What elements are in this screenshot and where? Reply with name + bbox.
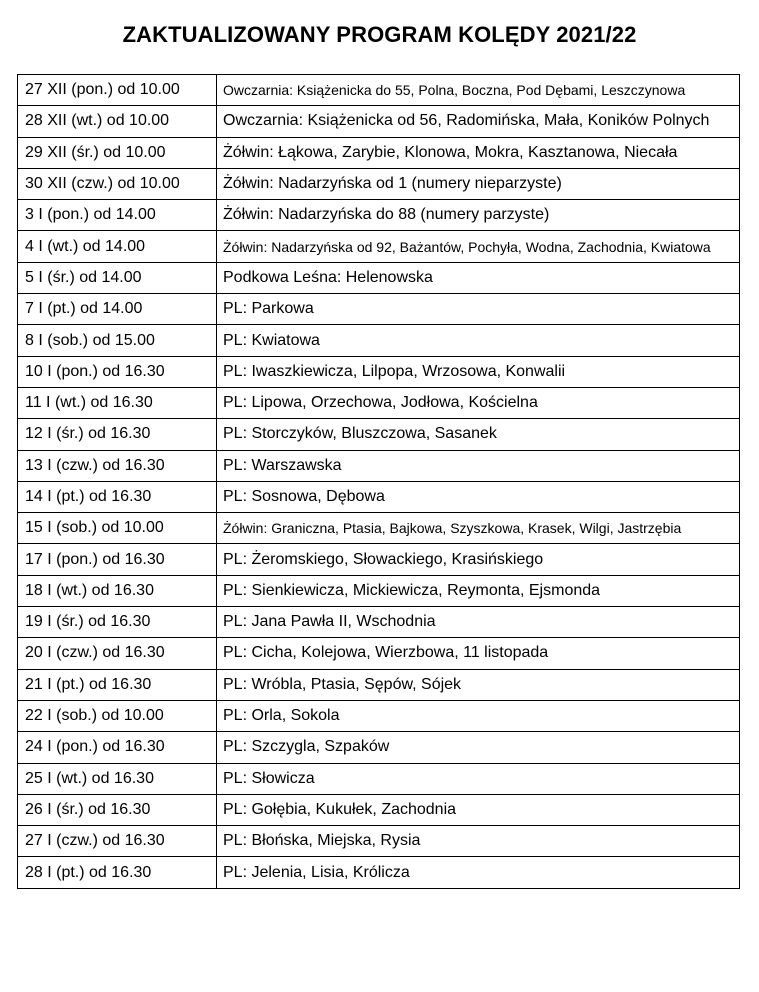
- location-cell: PL: Lipowa, Orzechowa, Jodłowa, Kościelna: [217, 387, 740, 418]
- table-row: [18, 419, 740, 450]
- location-cell: Żółwin: Nadarzyńska od 92, Bażantów, Pochyła, Wodna, Zachodnia, Kwiatowa: [217, 231, 740, 262]
- location-cell: PL: Sienkiewicza, Mickiewicza, Reymonta, Ejsmonda: [217, 575, 740, 606]
- page-title: ZAKTUALIZOWANY PROGRAM KOLĘDY 2021/22: [122, 22, 637, 47]
- date-cell: 15 I (sob.) od 10.00: [18, 513, 217, 544]
- location-cell: PL: Kwiatowa: [217, 325, 740, 356]
- location-cell: Żółwin: Łąkowa, Zarybie, Klonowa, Mokra, Kasztanowa, Niecała: [217, 137, 740, 168]
- date-cell: 25 I (wt.) od 16.30: [18, 763, 217, 794]
- date-cell: 22 I (sob.) od 10.00: [18, 700, 217, 731]
- table-row: [18, 700, 740, 731]
- date-cell: 17 I (pon.) od 16.30: [18, 544, 217, 575]
- date-cell: 13 I (czw.) od 16.30: [18, 450, 217, 481]
- date-cell: 21 I (pt.) od 16.30: [18, 669, 217, 700]
- location-cell: PL: Storczyków, Bluszczowa, Sasanek: [217, 419, 740, 450]
- table-row: [18, 75, 740, 106]
- table-row: [18, 168, 740, 199]
- table-row: [18, 669, 740, 700]
- location-cell: PL: Szczygla, Szpaków: [217, 732, 740, 763]
- table-row: [18, 607, 740, 638]
- date-cell: 28 XII (wt.) od 10.00: [18, 106, 217, 137]
- location-cell: PL: Żeromskiego, Słowackiego, Krasińskiego: [217, 544, 740, 575]
- location-cell: PL: Jana Pawła II, Wschodnia: [217, 607, 740, 638]
- location-cell: PL: Parkowa: [217, 294, 740, 325]
- table-row: [18, 231, 740, 262]
- table-row: [18, 732, 740, 763]
- table-row: [18, 481, 740, 512]
- table-row: [18, 106, 740, 137]
- table-row: [18, 794, 740, 825]
- location-cell: PL: Błońska, Miejska, Rysia: [217, 826, 740, 857]
- date-cell: 27 XII (pon.) od 10.00: [18, 75, 217, 106]
- schedule-table: [17, 74, 740, 889]
- location-cell: Owczarnia: Książenicka do 55, Polna, Boczna, Pod Dębami, Leszczynowa: [217, 75, 740, 106]
- location-cell: PL: Słowicza: [217, 763, 740, 794]
- table-row: [18, 575, 740, 606]
- location-cell: PL: Sosnowa, Dębowa: [217, 481, 740, 512]
- date-cell: 28 I (pt.) od 16.30: [18, 857, 217, 888]
- date-cell: 29 XII (śr.) od 10.00: [18, 137, 217, 168]
- table-row: [18, 826, 740, 857]
- table-row: [18, 387, 740, 418]
- location-cell: PL: Jelenia, Lisia, Królicza: [217, 857, 740, 888]
- location-cell: PL: Gołębia, Kukułek, Zachodnia: [217, 794, 740, 825]
- table-row: [18, 294, 740, 325]
- location-cell: Żółwin: Nadarzyńska do 88 (numery parzyste): [217, 200, 740, 231]
- date-cell: 12 I (śr.) od 16.30: [18, 419, 217, 450]
- table-row: [18, 638, 740, 669]
- table-row: [18, 857, 740, 888]
- date-cell: 8 I (sob.) od 15.00: [18, 325, 217, 356]
- date-cell: 24 I (pon.) od 16.30: [18, 732, 217, 763]
- location-cell: PL: Orla, Sokola: [217, 700, 740, 731]
- table-row: [18, 513, 740, 544]
- date-cell: 7 I (pt.) od 14.00: [18, 294, 217, 325]
- date-cell: 18 I (wt.) od 16.30: [18, 575, 217, 606]
- date-cell: 19 I (śr.) od 16.30: [18, 607, 217, 638]
- location-cell: Żółwin: Nadarzyńska od 1 (numery nieparzyste): [217, 168, 740, 199]
- date-cell: 5 I (śr.) od 14.00: [18, 262, 217, 293]
- date-cell: 11 I (wt.) od 16.30: [18, 387, 217, 418]
- location-cell: Żółwin: Graniczna, Ptasia, Bajkowa, Szyszkowa, Krasek, Wilgi, Jastrzębia: [217, 513, 740, 544]
- location-cell: PL: Cicha, Kolejowa, Wierzbowa, 11 listopada: [217, 638, 740, 669]
- date-cell: 3 I (pon.) od 14.00: [18, 200, 217, 231]
- table-row: [18, 544, 740, 575]
- location-cell: Podkowa Leśna: Helenowska: [217, 262, 740, 293]
- date-cell: 27 I (czw.) od 16.30: [18, 826, 217, 857]
- date-cell: 4 I (wt.) od 14.00: [18, 231, 217, 262]
- table-row: [18, 763, 740, 794]
- location-cell: Owczarnia: Książenicka od 56, Radomińska, Mała, Koników Polnych: [217, 106, 740, 137]
- table-row: [18, 356, 740, 387]
- table-row: [18, 137, 740, 168]
- table-row: [18, 450, 740, 481]
- date-cell: 20 I (czw.) od 16.30: [18, 638, 217, 669]
- date-cell: 26 I (śr.) od 16.30: [18, 794, 217, 825]
- date-cell: 10 I (pon.) od 16.30: [18, 356, 217, 387]
- table-row: [18, 262, 740, 293]
- table-row: [18, 200, 740, 231]
- date-cell: 30 XII (czw.) od 10.00: [18, 168, 217, 199]
- date-cell: 14 I (pt.) od 16.30: [18, 481, 217, 512]
- location-cell: PL: Warszawska: [217, 450, 740, 481]
- location-cell: PL: Wróbla, Ptasia, Sępów, Sójek: [217, 669, 740, 700]
- table-row: [18, 325, 740, 356]
- location-cell: PL: Iwaszkiewicza, Lilpopa, Wrzosowa, Konwalii: [217, 356, 740, 387]
